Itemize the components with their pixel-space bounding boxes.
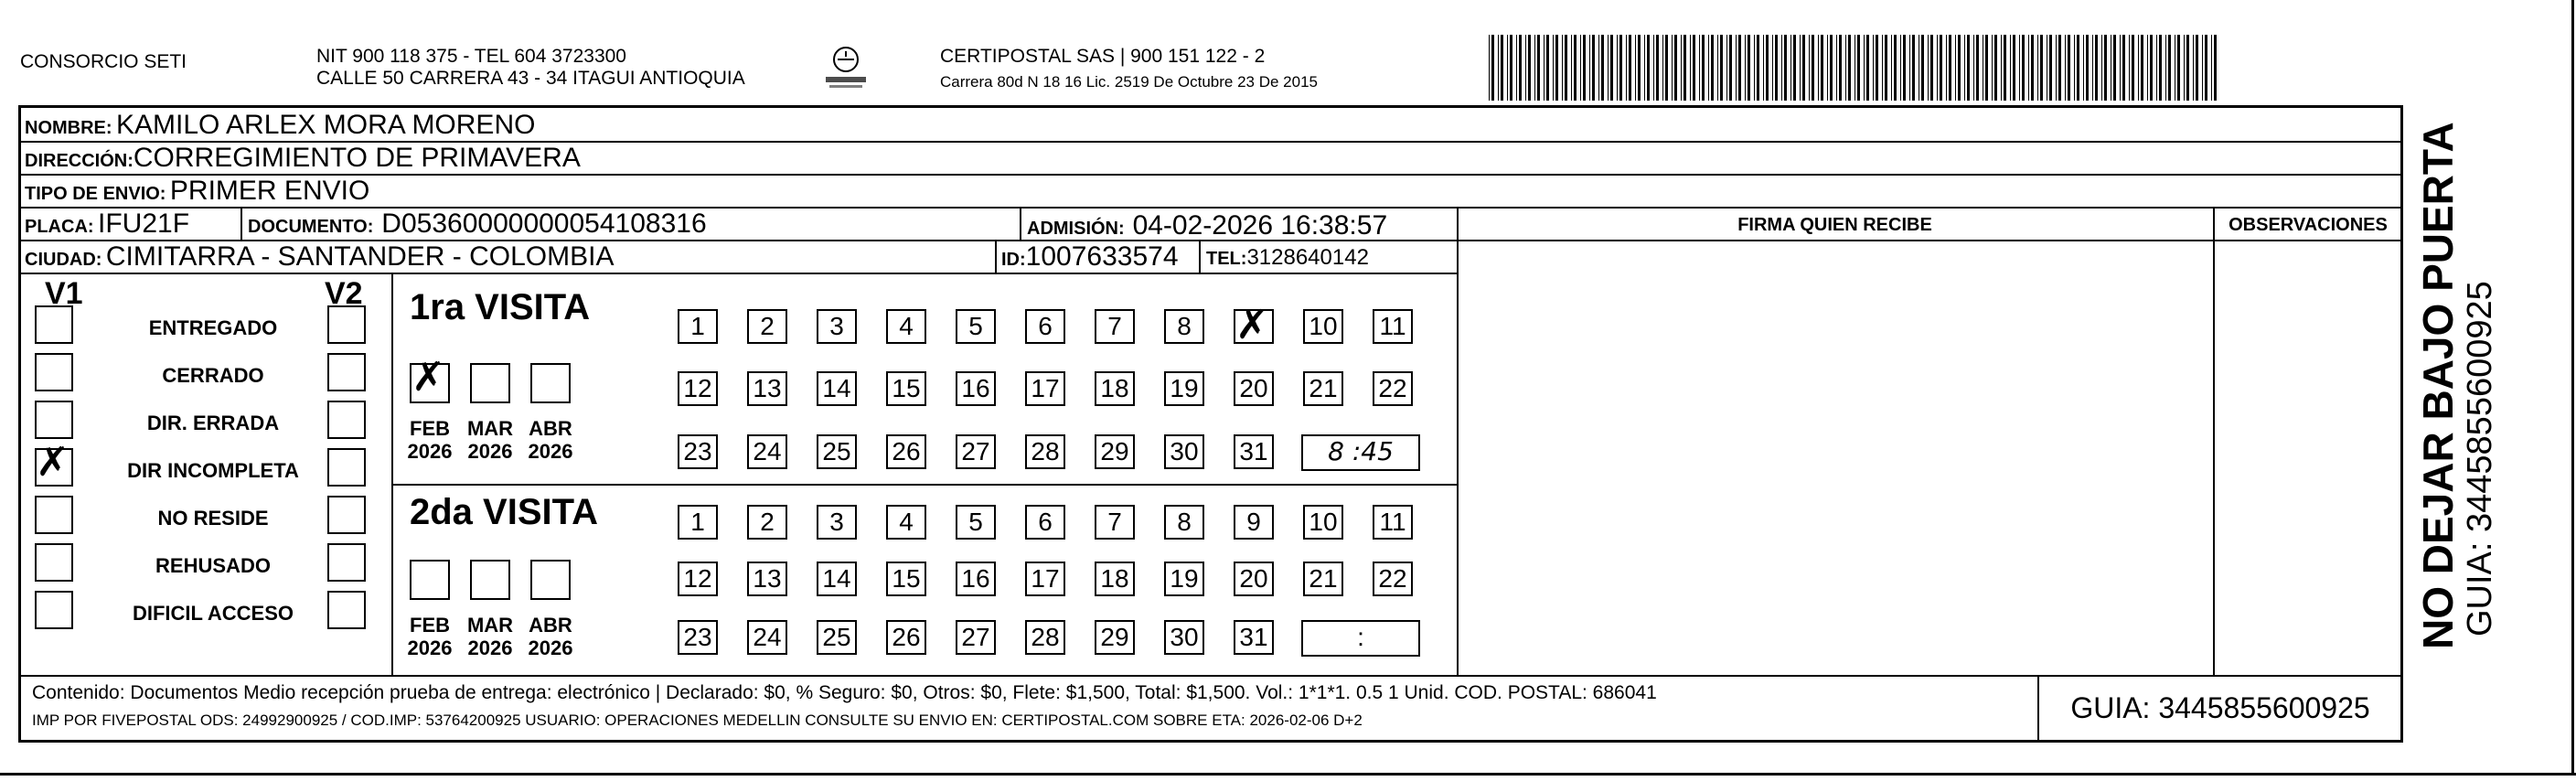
second-visit-day-box[interactable]: [1095, 505, 1135, 540]
first-visit-day-number: 28: [1031, 437, 1060, 465]
second-visit-day-box[interactable]: [1095, 562, 1135, 596]
first-visit-day-number: 21: [1309, 374, 1338, 402]
barcode: [1489, 35, 2220, 101]
second-visit-day-number: 18: [1100, 564, 1129, 593]
second-visit-day-number: 26: [892, 623, 921, 651]
certipostal-license: Carrera 80d N 18 16 Lic. 2519 De Octubre 23 De 2015: [940, 73, 1318, 91]
second-visit-month-year: 2026: [467, 637, 513, 659]
first-visit-day-number: 31: [1239, 437, 1268, 465]
status-label: DIR. ERRADA: [146, 412, 280, 434]
ciudad-field: [25, 243, 615, 271]
delivery-form: [18, 105, 2403, 743]
company-name: CONSORCIO SETI: [20, 51, 187, 72]
admision-field: [1027, 212, 1387, 240]
tipo-field: [25, 177, 369, 205]
status-label: DIR INCOMPLETA: [127, 459, 299, 482]
first-visit-month-mark: ✗: [412, 354, 445, 401]
second-visit-day-number: 20: [1239, 564, 1268, 593]
first-visit-day-number: 26: [892, 437, 921, 465]
certipostal-line: CERTIPOSTAL SAS | 900 151 122 - 2: [940, 46, 1266, 67]
footer-content-line: Contenido: Documentos Medio recepción prueba de entrega: electrónico | Declarado: $0, % Seguro: $0, Otros: $0, Flete: $1,500, Total: $1,500. Vol.: 1*1*1. 0.5 1 Unid. COD. POSTAL: 686041: [32, 682, 1657, 703]
v2-label: V2: [325, 276, 363, 311]
page-bottom-edge: [0, 773, 2576, 776]
first-visit-day-number: 19: [1170, 374, 1199, 402]
id-field: [1001, 243, 1179, 271]
first-visit-day-box[interactable]: [747, 371, 787, 406]
first-visit-month-year: 2026: [467, 440, 513, 463]
v2-checkbox[interactable]: [327, 448, 366, 487]
second-visit-month-box[interactable]: [410, 560, 450, 600]
first-visit-time-hour: 8: [1328, 436, 1344, 466]
observaciones-label: OBSERVACIONES: [2229, 215, 2388, 235]
first-visit-day-box[interactable]: [1373, 371, 1413, 406]
second-visit-day-number: 8: [1177, 508, 1192, 536]
second-visit-day-number: 6: [1038, 508, 1053, 536]
first-visit-day-box[interactable]: [1303, 371, 1343, 406]
first-visit-day-mark: ✗: [1235, 302, 1269, 348]
second-visit-day-number: 10: [1309, 508, 1338, 536]
first-visit-time-box[interactable]: [1301, 434, 1420, 471]
first-visit-month-label: MAR: [466, 417, 514, 440]
tel-field: [1206, 247, 1369, 269]
second-visit-day-box[interactable]: [1164, 562, 1204, 596]
second-visit-month-year: 2026: [528, 637, 573, 659]
side-guia: GUIA: 3445855600925: [2461, 281, 2499, 637]
second-visit-day-box[interactable]: [1234, 562, 1274, 596]
second-visit-day-box[interactable]: [1025, 620, 1065, 655]
v1-checkbox[interactable]: [35, 543, 73, 582]
first-visit-day-box[interactable]: [1303, 309, 1343, 344]
second-visit-month-year: 2026: [407, 637, 453, 659]
first-visit-day-box[interactable]: [956, 434, 996, 469]
v2-checkbox[interactable]: [327, 496, 366, 534]
second-visit-day-box[interactable]: [956, 562, 996, 596]
direccion-label: DIRECCIÓN:: [25, 151, 134, 171]
admision-value: 04-02-2026 16:38:57: [1132, 210, 1388, 241]
first-visit-day-number: 18: [1100, 374, 1129, 402]
first-visit-day-number: 1: [690, 312, 705, 340]
direccion-value: CORREGIMIENTO DE PRIMAVERA: [133, 143, 581, 173]
first-visit-day-box[interactable]: [886, 309, 926, 344]
first-visit-day-box[interactable]: [956, 309, 996, 344]
first-visit-day-box[interactable]: [817, 371, 857, 406]
second-visit-day-number: 22: [1378, 564, 1407, 593]
first-visit-month-box[interactable]: [530, 363, 571, 403]
first-visit-day-box[interactable]: [1025, 371, 1065, 406]
direccion-field: [25, 144, 581, 172]
first-visit-day-box[interactable]: [817, 309, 857, 344]
first-visit-title: 1ra VISITA: [410, 287, 591, 327]
page-right-edge: [2571, 0, 2574, 776]
first-visit-day-number: 27: [961, 437, 990, 465]
second-visit-day-box[interactable]: [1234, 505, 1274, 540]
v2-checkbox[interactable]: [327, 543, 366, 582]
first-visit-day-number: 13: [753, 374, 782, 402]
first-visit-day-box[interactable]: [1095, 309, 1135, 344]
second-visit-day-number: 31: [1239, 623, 1268, 651]
footer-print-line: IMP POR FIVEPOSTAL ODS: 24992900925 / COD.IMP: 53764200925 USUARIO: OPERACIONES MEDELLIN CONSULTE SU ENVIO EN: CERTIPOSTAL.COM SOBRE ETA: 2026-02-06 D+2: [32, 711, 1363, 729]
second-visit-day-number: 14: [822, 564, 851, 593]
second-visit-day-box[interactable]: [678, 620, 718, 655]
placa-label: PLACA:: [25, 217, 94, 237]
second-visit-day-box[interactable]: [678, 505, 718, 540]
second-visit-day-number: 28: [1031, 623, 1060, 651]
second-visit-day-box[interactable]: [1025, 505, 1065, 540]
side-warning-block: [2414, 101, 2499, 649]
nombre-value: KAMILO ARLEX MORA MORENO: [116, 110, 536, 140]
second-visit-day-box[interactable]: [1303, 562, 1343, 596]
nombre-field: [25, 112, 535, 139]
first-visit-day-number: 3: [829, 312, 844, 340]
v2-checkbox[interactable]: [327, 353, 366, 391]
first-visit-time-sep: :: [1352, 436, 1362, 466]
admision-label: ADMISIÓN:: [1027, 219, 1125, 239]
first-visit-day-box[interactable]: [886, 434, 926, 469]
second-visit-day-box[interactable]: [1303, 505, 1343, 540]
first-visit-day-box[interactable]: [1234, 371, 1274, 406]
first-visit-day-box[interactable]: [678, 309, 718, 344]
second-visit-day-box[interactable]: [1234, 620, 1274, 655]
second-visit-month-box[interactable]: [530, 560, 571, 600]
first-visit-day-box[interactable]: [678, 371, 718, 406]
second-visit-month-box[interactable]: [470, 560, 510, 600]
tel-label: TEL:: [1206, 249, 1247, 269]
first-visit-day-number: 12: [683, 374, 712, 402]
v1-checkbox[interactable]: [35, 496, 73, 534]
v1-checkbox[interactable]: [35, 305, 73, 344]
second-visit-day-box[interactable]: [1095, 620, 1135, 655]
second-visit-day-box[interactable]: [678, 562, 718, 596]
documento-label: DOCUMENTO:: [248, 217, 374, 237]
second-visit-day-number: 30: [1170, 623, 1199, 651]
second-visit-day-number: 12: [683, 564, 712, 593]
certipostal-logo: [818, 44, 873, 91]
v2-checkbox[interactable]: [327, 591, 366, 629]
first-visit-day-box[interactable]: [678, 434, 718, 469]
first-visit-day-number: 5: [968, 312, 983, 340]
first-visit-month-label: ABR: [529, 417, 572, 440]
first-visit-day-number: 29: [1100, 437, 1129, 465]
first-visit-day-number: 2: [760, 312, 775, 340]
second-visit-month-label: FEB: [410, 614, 450, 637]
second-visit-day-box[interactable]: [1025, 562, 1065, 596]
tipo-value: PRIMER ENVIO: [169, 176, 370, 206]
second-visit-day-number: 1: [690, 508, 705, 536]
documento-value: D05360000000054108316: [381, 209, 707, 239]
second-visit-day-number: 3: [829, 508, 844, 536]
second-visit-day-box[interactable]: [1373, 562, 1413, 596]
second-visit-day-box[interactable]: [886, 562, 926, 596]
status-label: NO RESIDE: [157, 507, 269, 530]
second-visit-day-number: 16: [961, 564, 990, 593]
second-visit-day-number: 11: [1379, 508, 1406, 536]
second-visit-month-label: MAR: [466, 614, 514, 637]
first-visit-day-number: 8: [1177, 312, 1192, 340]
first-visit-day-box[interactable]: [1025, 434, 1065, 469]
second-visit-day-number: 5: [968, 508, 983, 536]
status-label: ENTREGADO: [148, 316, 278, 339]
tipo-label: TIPO DE ENVIO:: [25, 184, 166, 204]
second-visit-day-number: 25: [822, 623, 851, 651]
second-visit-day-number: 27: [961, 623, 990, 651]
first-visit-day-box[interactable]: [1164, 309, 1204, 344]
status-label: REHUSADO: [155, 554, 271, 577]
first-visit-day-box[interactable]: [1095, 434, 1135, 469]
firma-label: FIRMA QUIEN RECIBE: [1737, 215, 1932, 235]
second-visit-day-box[interactable]: [1373, 505, 1413, 540]
footer-guia: GUIA: 3445855600925: [2070, 691, 2370, 724]
second-visit-day-number: 9: [1246, 508, 1261, 536]
first-visit-day-box[interactable]: [1164, 434, 1204, 469]
second-visit-day-box[interactable]: [747, 505, 787, 540]
second-visit-day-number: 2: [760, 508, 775, 536]
first-visit-day-number: 25: [822, 437, 851, 465]
first-visit-day-box[interactable]: [1095, 371, 1135, 406]
first-visit-day-box[interactable]: [956, 371, 996, 406]
first-visit-day-box[interactable]: [1234, 434, 1274, 469]
second-visit-day-number: 24: [753, 623, 782, 651]
first-visit-day-box[interactable]: [1164, 371, 1204, 406]
second-visit-day-box[interactable]: [886, 505, 926, 540]
v1-checkbox[interactable]: [35, 353, 73, 391]
second-visit-day-box[interactable]: [956, 505, 996, 540]
first-visit-day-number: 16: [961, 374, 990, 402]
second-visit-day-box[interactable]: [747, 562, 787, 596]
id-label: ID:: [1001, 250, 1026, 270]
second-visit-day-box[interactable]: [817, 620, 857, 655]
nombre-label: NOMBRE:: [25, 118, 112, 138]
second-visit-month-label: ABR: [529, 614, 572, 637]
first-visit-day-number: 30: [1170, 437, 1199, 465]
second-visit-day-number: 19: [1170, 564, 1199, 593]
second-visit-day-box[interactable]: [817, 505, 857, 540]
nit-line: NIT 900 118 375 - TEL 604 3723300: [316, 46, 626, 67]
placa-value: IFU21F: [98, 209, 190, 239]
first-visit-day-number: 4: [899, 312, 914, 340]
address-line: CALLE 50 CARRERA 43 - 34 ITAGUI ANTIOQUIA: [316, 68, 745, 89]
first-visit-day-box[interactable]: [747, 309, 787, 344]
first-visit-day-box[interactable]: [886, 371, 926, 406]
first-visit-day-number: 10: [1309, 312, 1338, 340]
first-visit-day-box[interactable]: [1025, 309, 1065, 344]
second-visit-day-number: 17: [1031, 564, 1060, 593]
v1-checkbox[interactable]: [35, 591, 73, 629]
second-visit-day-number: 13: [753, 564, 782, 593]
first-visit-day-box[interactable]: [747, 434, 787, 469]
v1-checkbox[interactable]: [35, 401, 73, 439]
second-visit-day-box[interactable]: [886, 620, 926, 655]
second-visit-day-number: 21: [1309, 564, 1338, 593]
first-visit-month-year: 2026: [528, 440, 573, 463]
ciudad-label: CIUDAD:: [25, 250, 102, 270]
v2-checkbox[interactable]: [327, 305, 366, 344]
first-visit-day-number: 7: [1107, 312, 1122, 340]
v2-checkbox[interactable]: [327, 401, 366, 439]
tel-value: 3128640142: [1246, 245, 1369, 270]
first-visit-day-number: 14: [822, 374, 851, 402]
second-visit-day-box[interactable]: [1164, 505, 1204, 540]
second-visit-day-number: 29: [1100, 623, 1129, 651]
first-visit-day-number: 20: [1239, 374, 1268, 402]
second-visit-time-sep: :: [1357, 623, 1364, 651]
second-visit-day-box[interactable]: [956, 620, 996, 655]
second-visit-day-number: 23: [683, 623, 712, 651]
first-visit-month-year: 2026: [407, 440, 453, 463]
v1-check-mark: ✗: [36, 439, 69, 486]
id-value: 1007633574: [1025, 241, 1179, 272]
second-visit-day-box[interactable]: [747, 620, 787, 655]
first-visit-day-number: 15: [892, 374, 921, 402]
v1-label: V1: [45, 276, 83, 311]
first-visit-month-box[interactable]: [470, 363, 510, 403]
status-label: CERRADO: [162, 364, 264, 387]
second-visit-day-box[interactable]: [1164, 620, 1204, 655]
first-visit-day-box[interactable]: [817, 434, 857, 469]
placa-field: [25, 210, 189, 238]
second-visit-day-number: 4: [899, 508, 914, 536]
first-visit-day-box[interactable]: [1373, 309, 1413, 344]
first-visit-day-number: 22: [1378, 374, 1407, 402]
no-dejar-bajo-puerta: NO DEJAR BAJO PUERTA: [2414, 122, 2462, 649]
first-visit-day-number: 17: [1031, 374, 1060, 402]
second-visit-day-box[interactable]: [817, 562, 857, 596]
second-visit-day-number: 7: [1107, 508, 1122, 536]
first-visit-month-label: FEB: [410, 417, 450, 440]
first-visit-day-number: 24: [753, 437, 782, 465]
first-visit-day-number: 11: [1379, 312, 1406, 340]
documento-field: [248, 210, 707, 238]
ciudad-value: CIMITARRA - SANTANDER - COLOMBIA: [105, 241, 615, 272]
second-visit-time-box[interactable]: [1301, 620, 1420, 657]
first-visit-day-number: 6: [1038, 312, 1053, 340]
second-visit-day-number: 15: [892, 564, 921, 593]
status-label: DIFICIL ACCESO: [132, 602, 294, 625]
first-visit-day-number: 23: [683, 437, 712, 465]
second-visit-title: 2da VISITA: [410, 492, 598, 532]
first-visit-time-minute: 45: [1361, 436, 1394, 466]
